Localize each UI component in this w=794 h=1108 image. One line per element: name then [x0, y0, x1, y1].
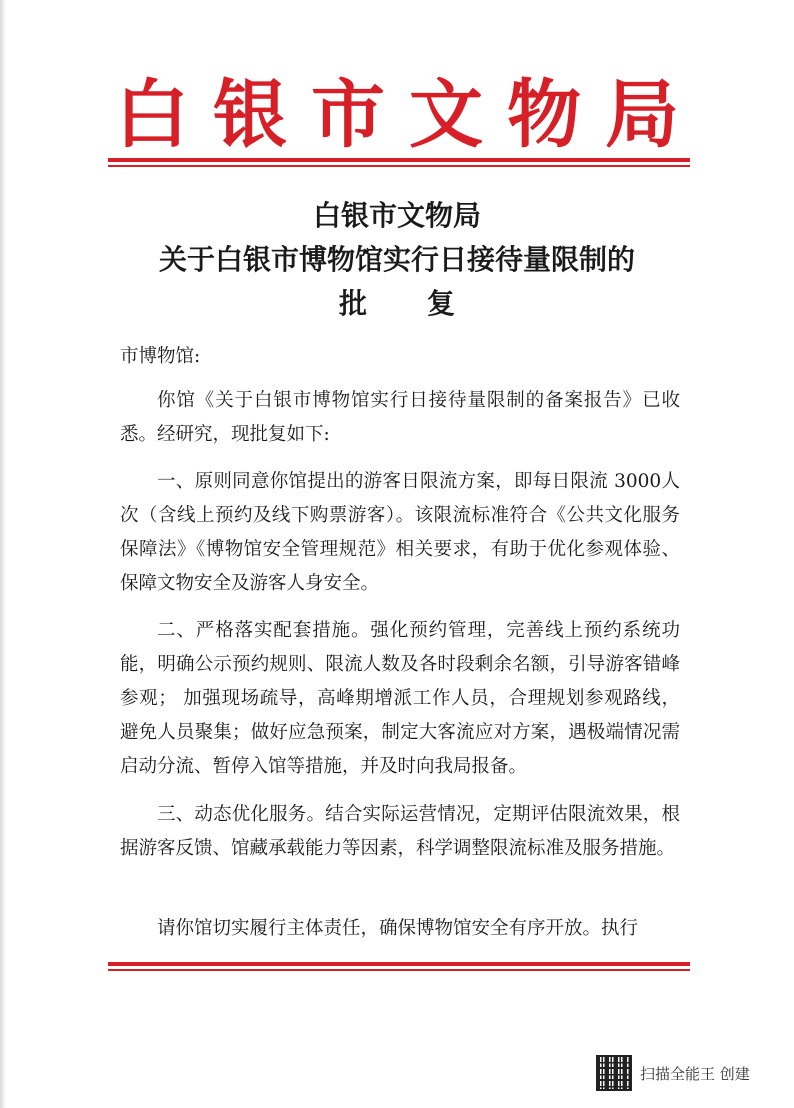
- paragraph-4: 三、动态优化服务。结合实际运营情况，定期评估限流效果，根据游客反馈、馆藏承载能力等因素，科学调整限流标准及服务措施。: [120, 804, 680, 859]
- footer-rule-thin: [108, 969, 690, 971]
- document-title-line-1: 白银市文物局: [312, 199, 481, 232]
- footer-rule-thick: [108, 962, 690, 966]
- letterhead-org-name: 白银市文物局: [115, 72, 703, 158]
- document-title-line-3: 批复: [338, 287, 515, 320]
- paragraph-3: 二、严格落实配套措施。强化预约管理，完善线上预约系统功能，明确公示预约规则、限流人数及各时段剩余名额，引导游客错峰参观； 加强现场疏导，高峰期增派工作人员，合理规划参观路线，避免人员聚集；做好应急预案，制定大客流应对方案，遇极端情况需启动分流、暂停入馆等措施，并及时向我局报备。: [120, 620, 680, 777]
- salutation: 市博物馆:: [120, 346, 201, 367]
- scanner-watermark-label: 扫描全能王 创建: [640, 1064, 750, 1083]
- paragraph-2: 一、原则同意你馆提出的游客日限流方案，即每日限流 3000人次（含线上预约及线下购票游客）。该限流标准符合《公共文化服务保障法》《博物馆安全管理规范》相关要求，有助于优化参观体验、保障文物安全及游客人身安全。: [120, 471, 680, 594]
- letterhead-rule-thick: [108, 158, 690, 162]
- qr-code-icon: [596, 1055, 632, 1091]
- paragraph-1: 你馆《关于白银市博物馆实行日接待量限制的备案报告》已收悉。经研究，现批复如下:: [120, 390, 680, 445]
- scan-edge-shadow: [0, 0, 6, 1108]
- paragraph-5: 请你馆切实履行主体责任，确保博物馆安全有序开放。执行: [157, 918, 639, 939]
- letterhead-rule-thin: [108, 165, 690, 167]
- scanner-watermark: [596, 1055, 750, 1091]
- document-title-line-2: 关于白银市博物馆实行日接待量限制的: [158, 243, 635, 276]
